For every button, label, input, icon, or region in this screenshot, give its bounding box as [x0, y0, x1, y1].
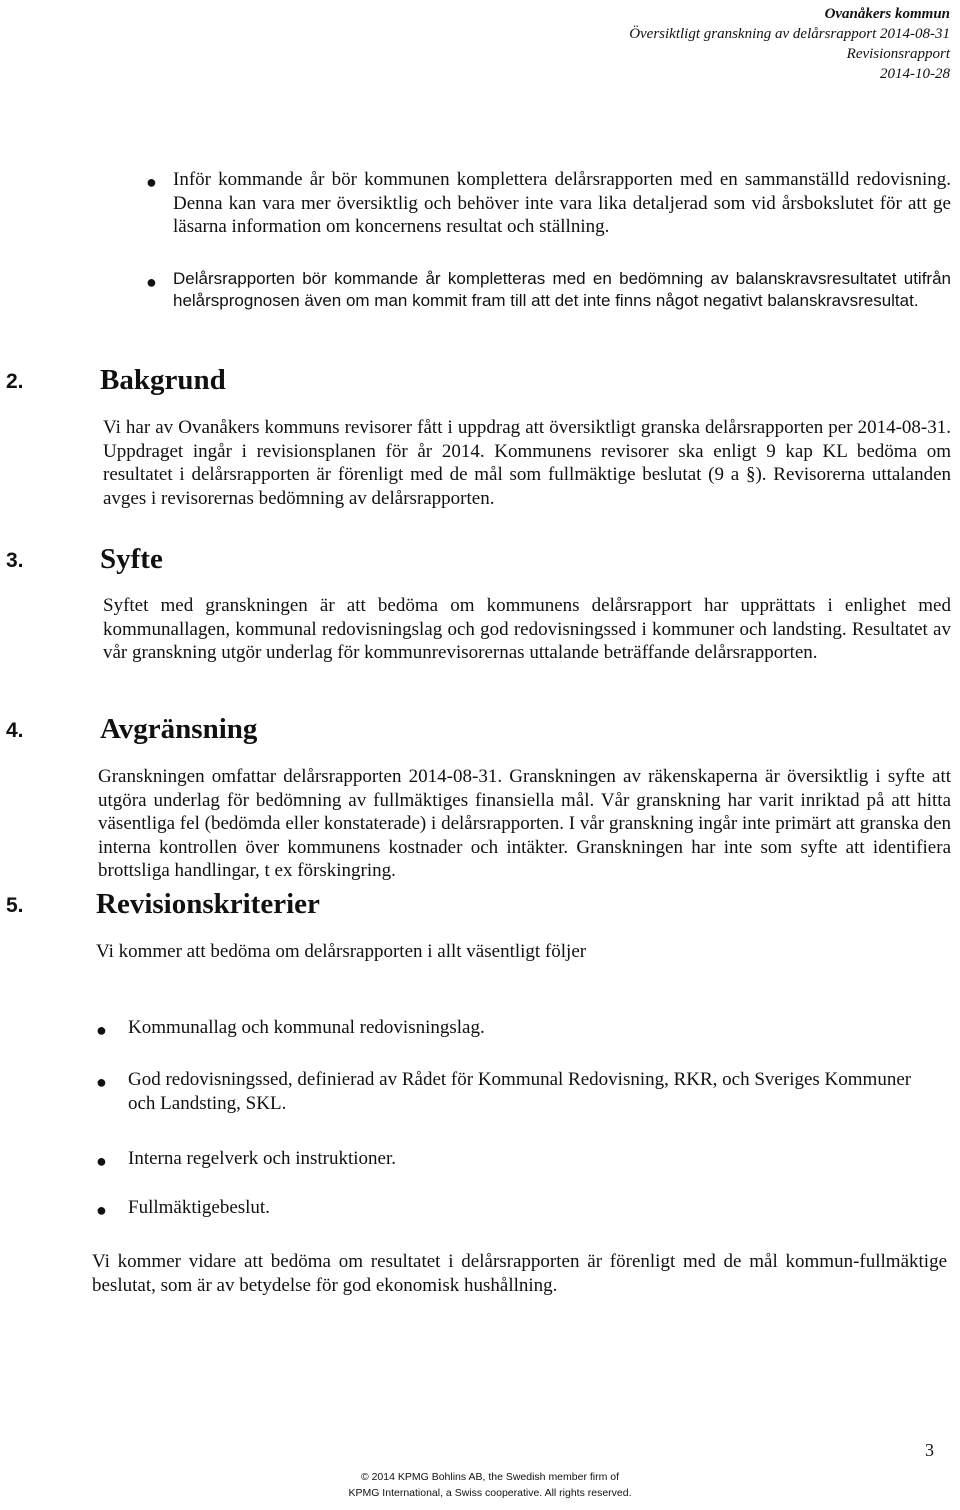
- bakgrund-text: Vi har av Ovanåkers kommuns revisorer fått i uppdrag att översiktligt granska delårsrapporten per 2014-08-31. Uppdraget ingår i revisionsplanen för år 2014. Kommunens revisorer ska enligt 9 kap KL bedöma om resultatet i delårsrapporten är förenligt med de mål som fullmäktige beslutat (9 a §). Revisorerna uttalanden avges i revisorernas bedömning av delårsrapporten.: [103, 417, 951, 509]
- bullet-icon: ●: [96, 1020, 107, 1040]
- section-number: 3.: [6, 549, 24, 572]
- criteria-item: God redovisningssed, definierad av Rådet för Kommunal Redovisning, RKR, och Sveriges Kommuner och Landsting, SKL.: [128, 1069, 912, 1114]
- bullet-icon: ●: [146, 272, 157, 292]
- section-number: 5.: [6, 894, 24, 917]
- header-org: Ovanåkers kommun: [824, 6, 950, 22]
- footer-copyright-line1: © 2014 KPMG Bohlins AB, the Swedish member firm of: [360, 1471, 620, 1483]
- section-title-avgransning: Avgränsning: [100, 713, 258, 745]
- recommendation-2: Delårsrapporten bör kommande år kompletteras med en bedömning av balanskravsresultatet utifrån helårsprognosen även om man kommit fram till att det inte finns något negativt balanskravsresultat.: [173, 269, 951, 310]
- footer-copyright-line2: KPMG International, a Swiss cooperative. All rights reserved.: [348, 1487, 632, 1499]
- kriterier-intro: Vi kommer att bedöma om delårsrapporten i allt väsentligt följer: [96, 941, 587, 962]
- bullet-icon: ●: [96, 1072, 107, 1092]
- kriterier-closing: Vi kommer vidare att bedöma om resultatet i delårsrapporten är förenligt med de mål kommun-fullmäktige beslutat, som är av betydelse för god ekonomisk hushållning.: [92, 1251, 947, 1296]
- recommendation-1: Inför kommande år bör kommunen komplettera delårsrapporten med en sammanställd redovisning. Denna kan vara mer översiktlig och behöver inte vara lika detaljerad som vid årsbokslutet för att ge läsarna information om koncernens resultat och ställning.: [173, 169, 951, 237]
- criteria-item: Kommunallag och kommunal redovisningslag.: [128, 1017, 485, 1038]
- syfte-text: Syftet med granskningen är att bedöma om kommunens delårsrapport har upprättats i enlighet med kommunallagen, kommunal redovisningslag och god redovisningssed i kommuner och landsting. Resultatet av vår granskning utgör underlag för kommunrevisorernas uttalande beträffande delårsrapporten.: [103, 595, 951, 663]
- page-number: 3: [925, 1440, 934, 1460]
- section-title-bakgrund: Bakgrund: [100, 364, 226, 396]
- avgransning-text: Granskningen omfattar delårsrapporten 2014-08-31. Granskningen av räkenskaperna är översiktlig i syfte att utgöra underlag för bedömning av fullmäktiges finansiella mål. Vår granskning har varit inriktad på att hitta väsentliga fel (bedömda eller konstaterade) i delårsrapporten. I vår granskning ingår inte primärt att granska den interna kontrollen över kommunens kostnader och intäkter. Granskningen har inte som syfte att identifiera brottsliga handlingar, t ex förskingring.: [98, 766, 951, 881]
- section-number: 4.: [6, 719, 24, 742]
- header-date: 2014-10-28: [880, 66, 950, 82]
- bullet-icon: ●: [96, 1151, 107, 1171]
- section-number: 2.: [6, 370, 24, 393]
- bullet-icon: ●: [96, 1200, 107, 1220]
- section-title-syfte: Syfte: [100, 543, 163, 575]
- bullet-icon: ●: [146, 172, 157, 192]
- criteria-item: Interna regelverk och instruktioner.: [128, 1148, 397, 1169]
- header-doc-type: Revisionsrapport: [846, 46, 950, 62]
- section-title-kriterier: Revisionskriterier: [96, 888, 320, 920]
- header-subtitle: Översiktligt granskning av delårsrapport 2014-08-31: [629, 26, 950, 42]
- criteria-item: Fullmäktigebeslut.: [128, 1197, 270, 1218]
